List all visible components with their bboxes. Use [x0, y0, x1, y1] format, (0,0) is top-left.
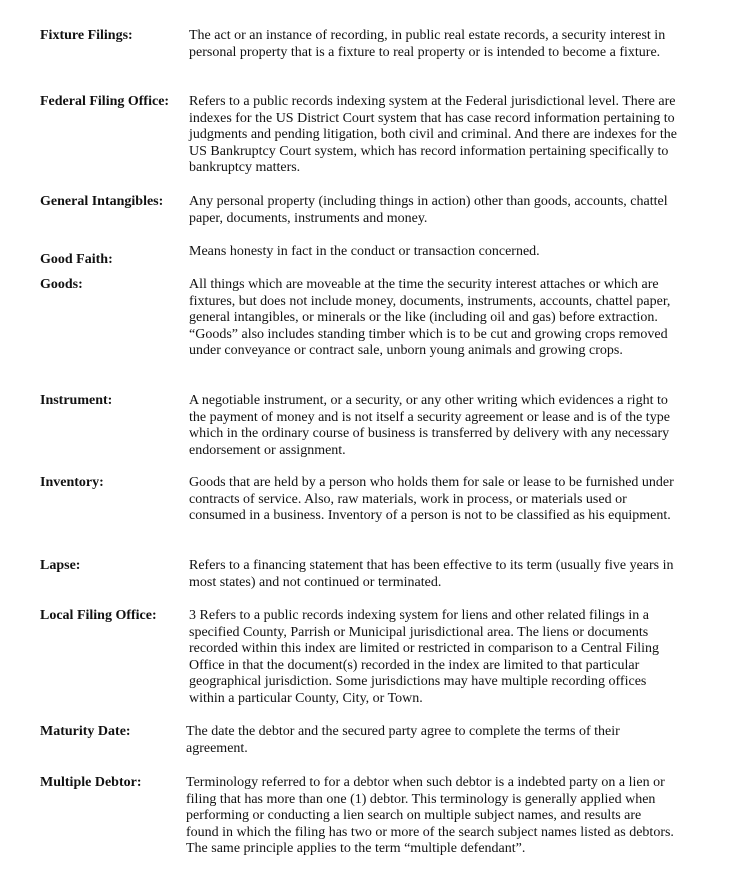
- glossary-term: Multiple Debtor:: [40, 775, 142, 790]
- glossary-term: Goods:: [40, 277, 83, 292]
- glossary-definition: All things which are moveable at the time the security interest attaches or which are fixtures, but does not include money, documents, instruments, accounts, chattel paper, general intangibles, or minerals or the like (including oil and gas) before extraction. “Goods” also includes standing timber which is to be cut and growing crops removed under conveyance or contract sale, unborn young animals and growing crops.: [189, 277, 671, 358]
- glossary-term: General Intangibles:: [40, 194, 164, 209]
- glossary-term: Good Faith:: [40, 252, 113, 267]
- glossary-term: Inventory:: [40, 475, 104, 490]
- glossary-term: Instrument:: [40, 393, 113, 408]
- glossary-definition: A negotiable instrument, or a security, or any other writing which evidences a right to the payment of money and is not itself a security agreement or lease and is of the type which in the ordinary course of business is transferred by delivery with any necessary endorsement or assignment.: [189, 393, 670, 458]
- glossary-term: Local Filing Office:: [40, 608, 157, 623]
- glossary-term: Lapse:: [40, 558, 81, 573]
- glossary-definition: Means honesty in fact in the conduct or transaction concerned.: [189, 244, 540, 259]
- glossary-definition: 3 Refers to a public records indexing system for liens and other related filings in a specified County, Parrish or Municipal jurisdictional area. The liens or documents recorded within this index are limited or restricted in comparison to a Central Filing Office in that the document(s) recorded in the index are limited to that particular geographical jurisdiction. Some jurisdictions may have multiple recording offices within a particular County, City, or Town.: [189, 608, 660, 706]
- glossary-definition: The date the debtor and the secured party agree to complete the terms of their agreement.: [186, 724, 620, 756]
- glossary-definition: Any personal property (including things in action) other than goods, accounts, chattel paper, documents, instruments and money.: [189, 194, 668, 226]
- glossary-term: Federal Filing Office:: [40, 94, 170, 109]
- glossary-definition: The act or an instance of recording, in public real estate records, a security interest in personal property that is a fixture to real property or is intended to become a fixture.: [189, 28, 666, 60]
- glossary-definition: Refers to a financing statement that has been effective to its term (usually five years in most states) and not continued or terminated.: [189, 558, 674, 590]
- glossary-term: Fixture Filings:: [40, 28, 133, 43]
- glossary-definition: Terminology referred to for a debtor when such debtor is a indebted party on a lien or filing that has more than one (1) debtor. This terminology is generally applied when performing or conducting a lien search on multiple subject names, and results are found in which the filing has two or more of the search subject names listed as debtors. The same principle applies to the term “multiple defendant”.: [186, 775, 674, 856]
- glossary-definition: Goods that are held by a person who holds them for sale or lease to be furnished under contracts of service. Also, raw materials, work in process, or materials used or consumed in a business. Inventory of a person is not to be classified as his equipment.: [189, 475, 674, 523]
- glossary-term: Maturity Date:: [40, 724, 131, 739]
- glossary-definition: Refers to a public records indexing system at the Federal jurisdictional level. There are indexes for the US District Court system that has case record information pertaining to judgments and pending litigation, both civil and criminal. And there are indexes for the US Bankruptcy Court system, which has record information pertaining specifically to bankruptcy matters.: [189, 94, 677, 175]
